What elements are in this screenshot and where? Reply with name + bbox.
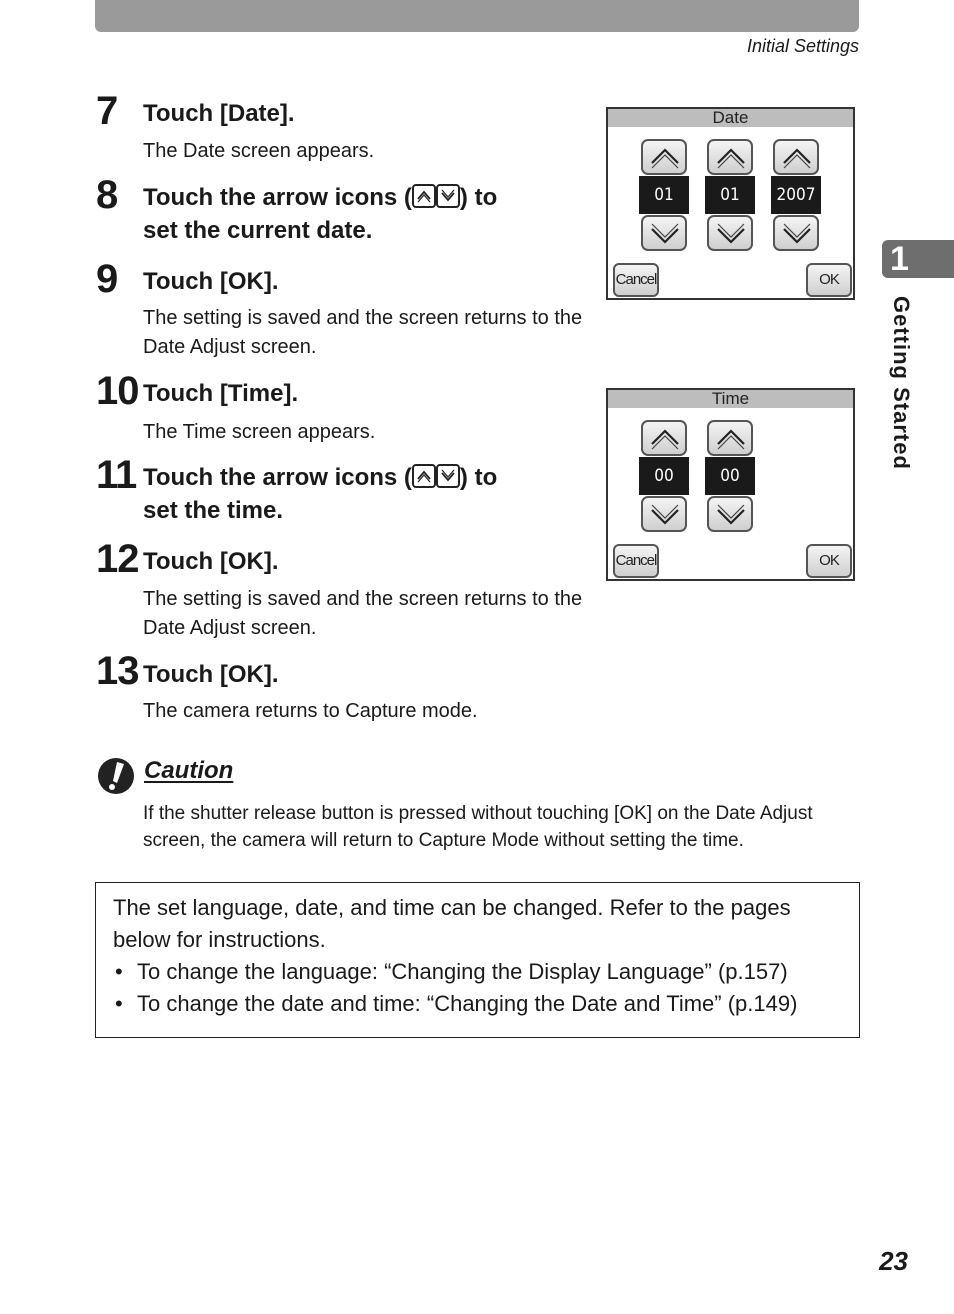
minute-down-button[interactable] xyxy=(707,496,753,532)
step-description: The setting is saved and the screen returns to the Date Adjust screen. xyxy=(143,307,583,358)
step-title-text: ) to xyxy=(459,184,498,211)
cancel-button[interactable]: Cancel xyxy=(613,263,659,297)
minute-value: 00 xyxy=(705,457,755,495)
caution-text: If the shutter release button is pressed without touching [OK] on the Date Adjust screen, the camera will return to Capture Mode without setting the time. xyxy=(143,803,813,851)
step-description: The setting is saved and the screen returns to the Date Adjust screen. xyxy=(143,588,583,639)
step-description: The Date screen appears. xyxy=(143,140,375,162)
step-title: Touch [OK]. xyxy=(143,548,279,575)
ok-button[interactable]: OK xyxy=(806,544,852,578)
day-up-button[interactable] xyxy=(641,139,687,175)
year-value: 2007 xyxy=(771,176,821,214)
day-value: 01 xyxy=(639,176,689,214)
minute-up-button[interactable] xyxy=(707,420,753,456)
month-value: 01 xyxy=(705,176,755,214)
caution-title: Caution xyxy=(144,757,234,784)
day-down-button[interactable] xyxy=(641,215,687,251)
chapter-label: Getting Started xyxy=(889,296,914,470)
hour-down-button[interactable] xyxy=(641,496,687,532)
note-box xyxy=(95,882,860,1038)
step-title-text: Touch the arrow icons ( xyxy=(143,464,412,491)
ok-button[interactable]: OK xyxy=(806,263,852,297)
list-item: • To change the language: “Changing the Display Language” (p.157) xyxy=(113,956,843,988)
step-title: Touch [Date]. xyxy=(143,100,295,127)
chapter-number: 1 xyxy=(890,240,909,278)
step-number: 7 xyxy=(96,89,118,133)
hour-up-button[interactable] xyxy=(641,420,687,456)
month-down-button[interactable] xyxy=(707,215,753,251)
step-title-text: set the time. xyxy=(143,497,284,524)
step-title: Touch [Time]. xyxy=(143,380,299,407)
step-number: 10 xyxy=(96,369,139,413)
step-title: Touch [OK]. xyxy=(143,268,279,295)
year-up-button[interactable] xyxy=(773,139,819,175)
step-title xyxy=(143,181,497,247)
screen-title: Date xyxy=(608,109,853,127)
step-number: 11 xyxy=(96,453,137,497)
page-number: 23 xyxy=(879,1246,908,1276)
running-header: Initial Settings xyxy=(746,36,859,56)
date-screen xyxy=(606,107,855,300)
cancel-button[interactable]: Cancel xyxy=(613,544,659,578)
step-number: 9 xyxy=(96,257,118,301)
chevron-down-icon xyxy=(436,184,460,208)
chevron-down-icon xyxy=(436,464,460,488)
step-title-text: set the current date. xyxy=(143,217,373,244)
chevron-up-icon xyxy=(412,464,436,488)
step-title-text: ) to xyxy=(459,464,498,491)
step-number: 13 xyxy=(96,649,139,693)
step-title-text: Touch the arrow icons ( xyxy=(143,184,412,211)
list-item: • To change the date and time: “Changing the Date and Time” (p.149) xyxy=(113,988,843,1020)
time-screen xyxy=(606,388,855,581)
step-title: Touch [OK]. xyxy=(143,661,279,688)
step-description: The Time screen appears. xyxy=(143,421,376,443)
note-intro: The set language, date, and time can be changed. Refer to the pages below for instructions. xyxy=(113,895,791,952)
caution-icon xyxy=(96,756,136,801)
month-up-button[interactable] xyxy=(707,139,753,175)
step-number: 8 xyxy=(96,173,118,217)
year-down-button[interactable] xyxy=(773,215,819,251)
header-bar xyxy=(95,0,859,32)
hour-value: 00 xyxy=(639,457,689,495)
chevron-up-icon xyxy=(412,184,436,208)
step-description: The camera returns to Capture mode. xyxy=(143,700,478,722)
screen-title: Time xyxy=(608,390,853,408)
step-number: 12 xyxy=(96,537,139,581)
note-list xyxy=(113,956,843,1020)
step-title xyxy=(143,461,497,527)
